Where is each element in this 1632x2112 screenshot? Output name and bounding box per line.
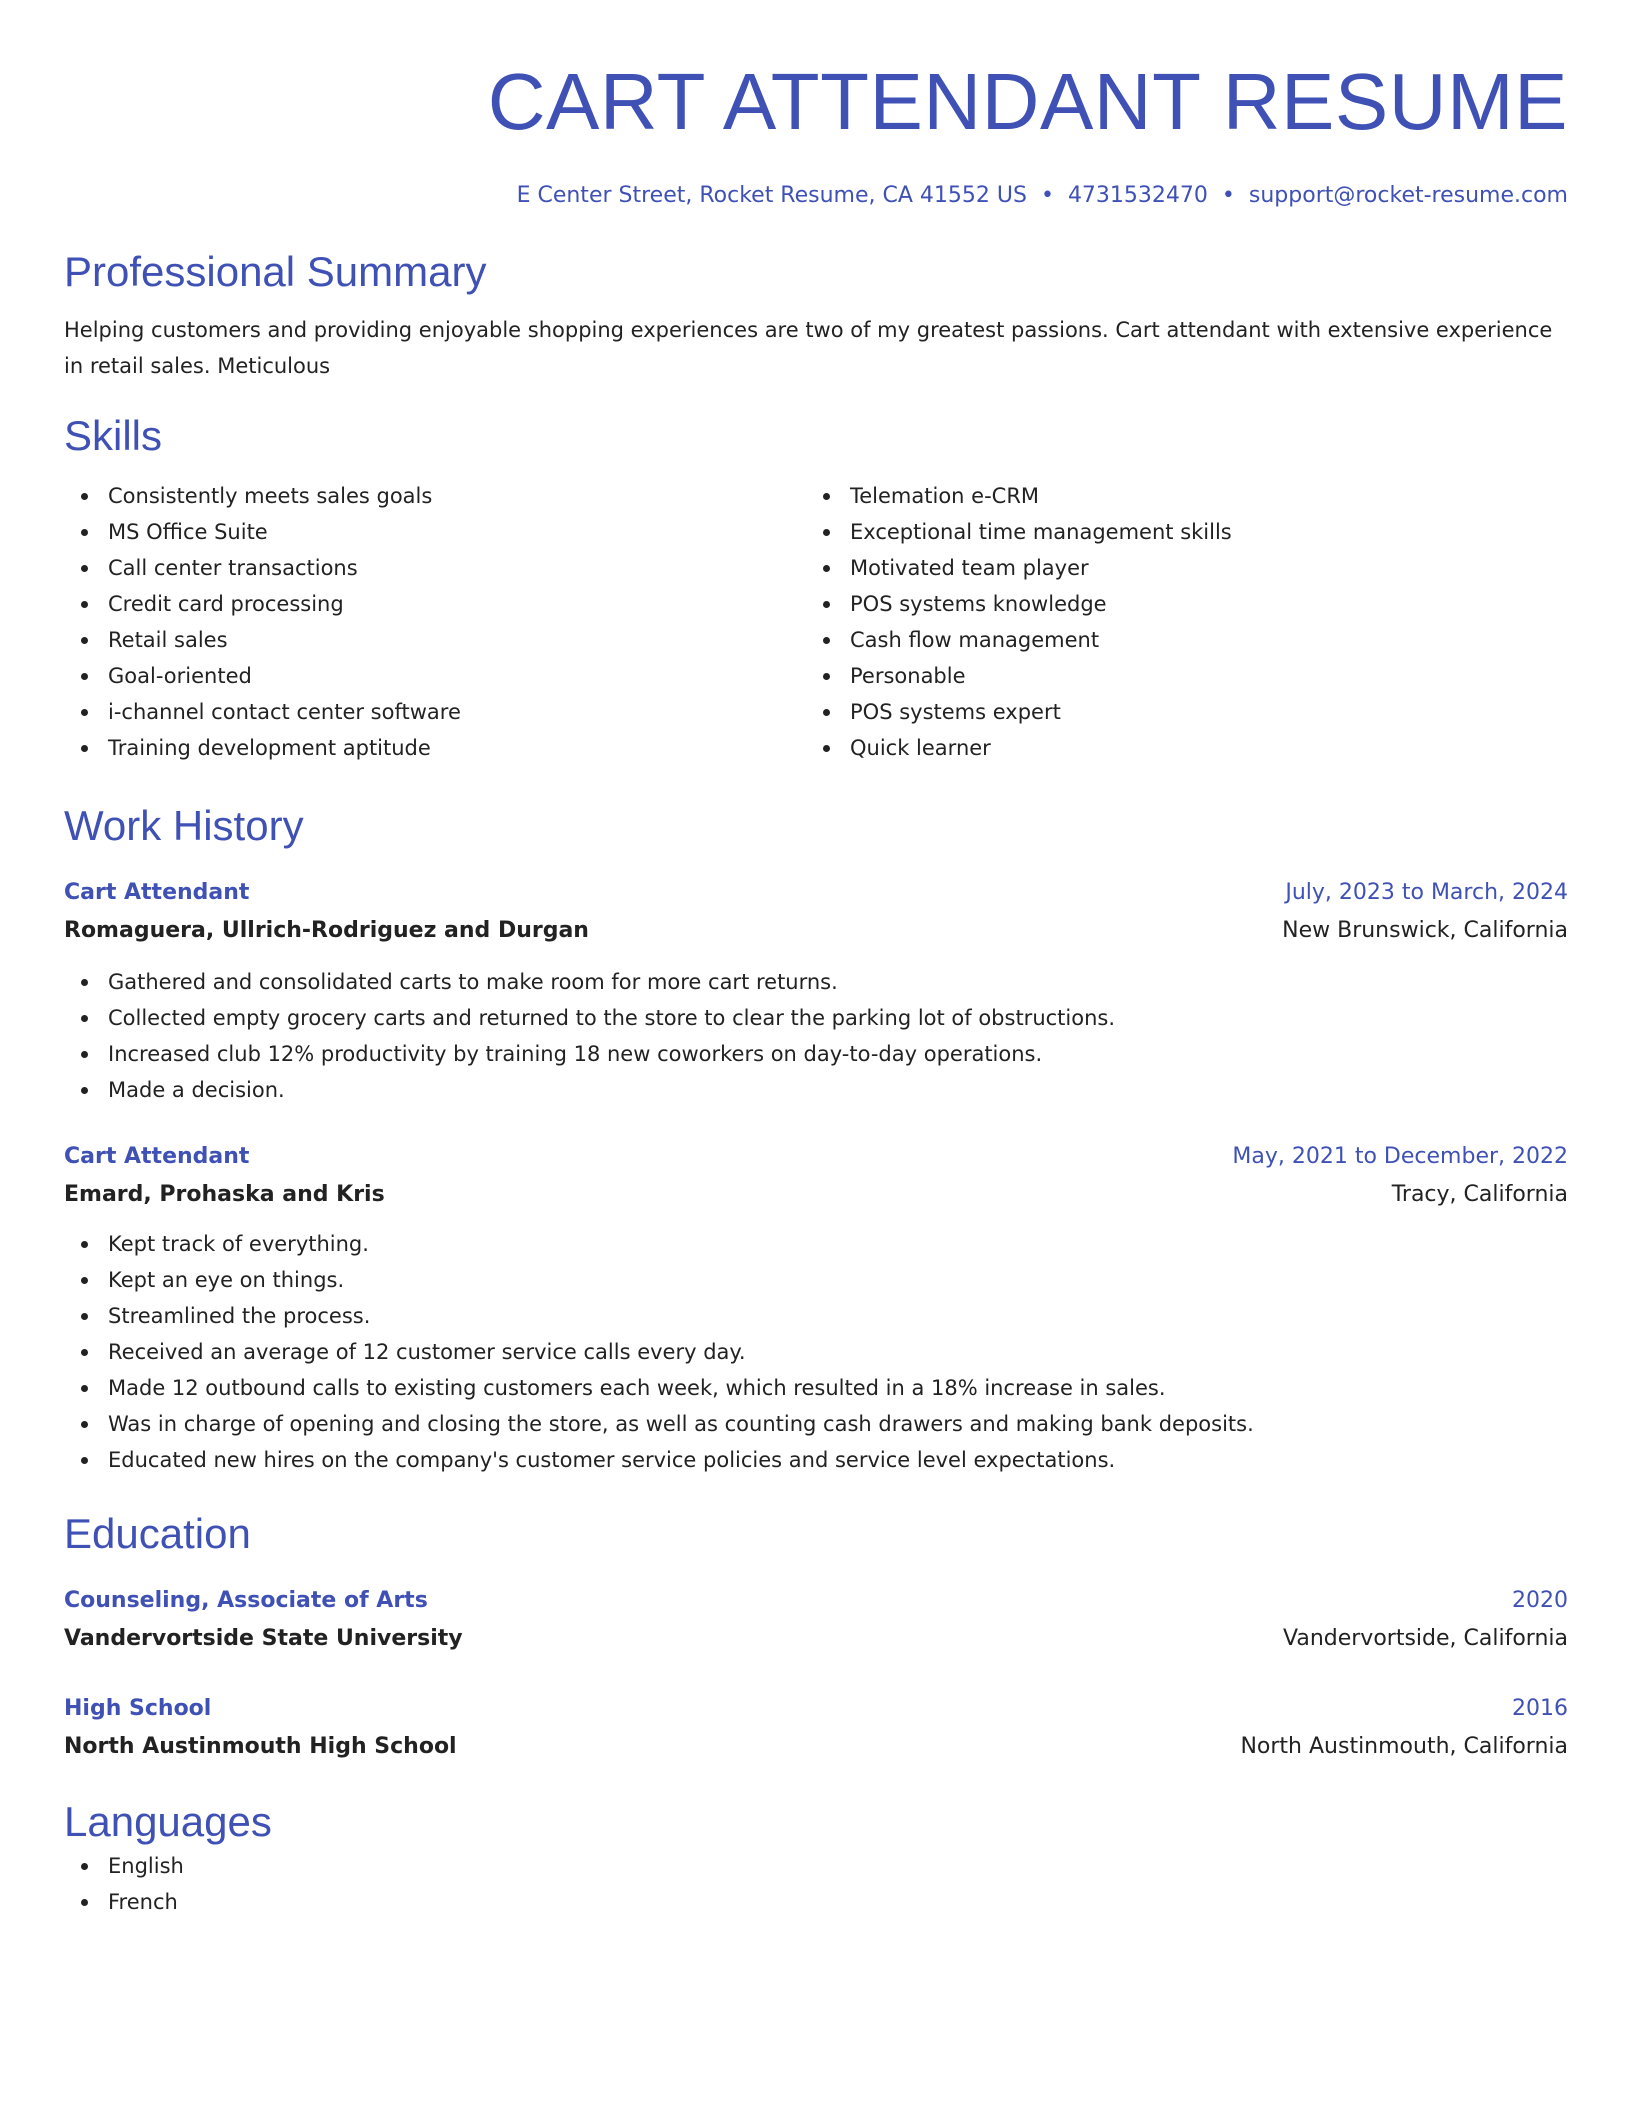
education-location: Vandervortside, California [1283,1626,1568,1651]
job-location: New Brunswick, California [1282,918,1568,943]
skill-item: POS systems expert [806,694,1548,730]
contact-separator: • [1221,183,1235,208]
job-duties-list [64,1226,1568,1478]
resume-title: CART ATTENDANT RESUME [487,57,1568,146]
education-school: North Austinmouth High School [64,1734,457,1759]
skill-item: i-channel contact center software [64,694,806,730]
job-entry [64,874,1568,1108]
education-location: North Austinmouth, California [1240,1734,1568,1759]
education-school-row [64,1728,1568,1766]
job-duty: Streamlined the process. [64,1298,1568,1334]
languages-heading: Languages [64,1798,272,1845]
education-entry [64,1582,1568,1658]
education-entry [64,1690,1568,1766]
job-duty: Increased club 12% productivity by training 18 new coworkers on day-to-day operations. [64,1036,1568,1072]
contact-address: E Center Street, Rocket Resume, CA 41552 US [516,183,1027,208]
job-title: Cart Attendant [64,880,250,905]
skill-item: Motivated team player [806,550,1548,586]
job-duty: Gathered and consolidated carts to make room for more cart returns. [64,964,1568,1000]
skill-item: Credit card processing [64,586,806,622]
skills-heading: Skills [64,412,163,459]
skills-column-right [806,478,1548,766]
skill-item: Training development aptitude [64,730,806,766]
skill-item: MS Office Suite [64,514,806,550]
skill-item: POS systems knowledge [806,586,1548,622]
skill-item: Telemation e-CRM [806,478,1548,514]
job-header-row [64,874,1568,912]
resume-page [64,0,1568,1920]
languages-list [64,1848,1568,1920]
job-dates: May, 2021 to December, 2022 [1232,1144,1568,1169]
education-school-row [64,1620,1568,1658]
education-year: 2016 [1512,1696,1568,1721]
job-title: Cart Attendant [64,1144,250,1169]
job-duty: Made a decision. [64,1072,1568,1108]
work-history-heading: Work History [64,802,304,849]
language-item: English [64,1848,1568,1884]
skill-item: Consistently meets sales goals [64,478,806,514]
education-year: 2020 [1512,1588,1568,1613]
skills-list-left [64,478,806,766]
job-duty: Kept track of everything. [64,1226,1568,1262]
skill-item: Quick learner [806,730,1548,766]
education-header-row [64,1690,1568,1728]
skill-item: Retail sales [64,622,806,658]
skill-item: Cash flow management [806,622,1548,658]
job-employer: Emard, Prohaska and Kris [64,1182,385,1207]
job-employer-row [64,912,1568,950]
skills-column-left [64,478,806,766]
job-dates: July, 2023 to March, 2024 [1285,880,1568,905]
education-header-row [64,1582,1568,1620]
skills-list-right [806,478,1548,766]
contact-line [64,180,1568,212]
job-duty: Collected empty grocery carts and returned to the store to clear the parking lot of obstructions. [64,1000,1568,1036]
contact-email: support@rocket-resume.com [1248,183,1568,208]
job-employer: Romaguera, Ullrich-Rodriguez and Durgan [64,918,589,943]
summary-heading: Professional Summary [64,248,487,295]
job-duties-list [64,964,1568,1108]
job-duty: Kept an eye on things. [64,1262,1568,1298]
job-duty: Educated new hires on the company's customer service policies and service level expectations. [64,1442,1568,1478]
summary-text: Helping customers and providing enjoyable shopping experiences are two of my greatest passions. Cart attendant with extensive experience in retail sales. Meticulous [64,318,1553,378]
job-duty: Received an average of 12 customer service calls every day. [64,1334,1568,1370]
education-heading: Education [64,1510,251,1557]
skill-item: Call center transactions [64,550,806,586]
language-item: French [64,1884,1568,1920]
job-header-row [64,1138,1568,1176]
job-duty: Was in charge of opening and closing the store, as well as counting cash drawers and making bank deposits. [64,1406,1568,1442]
education-school: Vandervortside State University [64,1626,463,1651]
education-degree: High School [64,1696,212,1721]
job-employer-row [64,1176,1568,1214]
resume-header [64,0,1568,212]
skills-grid [64,478,1568,766]
contact-separator: • [1040,183,1054,208]
skill-item: Goal-oriented [64,658,806,694]
contact-phone: 4731532470 [1067,183,1208,208]
education-degree: Counseling, Associate of Arts [64,1588,428,1613]
job-duty: Made 12 outbound calls to existing customers each week, which resulted in a 18% increase in sales. [64,1370,1568,1406]
job-location: Tracy, California [1391,1182,1568,1207]
skill-item: Exceptional time management skills [806,514,1548,550]
skill-item: Personable [806,658,1548,694]
job-entry [64,1138,1568,1478]
